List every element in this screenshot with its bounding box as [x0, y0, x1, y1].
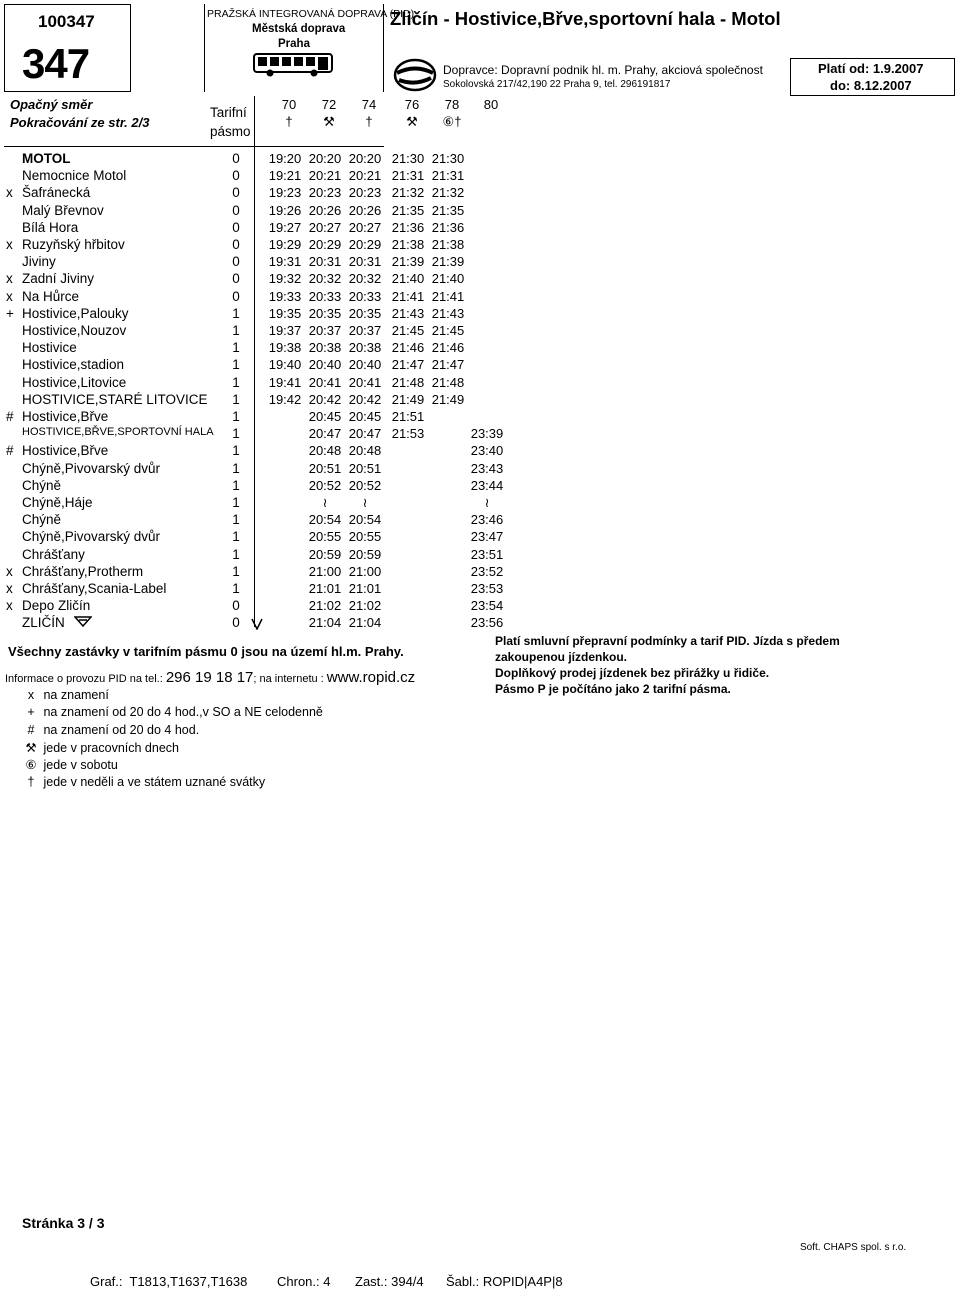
departure-time: 20:40: [348, 357, 382, 373]
departure-time: 21:04: [308, 615, 342, 631]
departure-time: 21:04: [348, 615, 382, 631]
departure-time: 21:48: [391, 374, 425, 390]
departure-time: 20:47: [348, 426, 382, 442]
note-zone-p: Pásmo P je počítáno jako 2 tarifní pásma.: [495, 682, 731, 696]
stop-zone: 1: [232, 323, 240, 338]
stop-name: Chýně,Háje: [22, 495, 93, 510]
departure-time: 21:47: [391, 357, 425, 373]
stop-zone: 0: [232, 151, 240, 166]
stop-zone: 0: [232, 615, 240, 631]
departure-time: 19:32: [268, 271, 302, 287]
tariff-label-2: pásmo: [210, 124, 251, 139]
trip-symbol: ⚒: [323, 114, 335, 129]
stop-zone: 0: [232, 254, 240, 270]
departure-time: 20:33: [308, 288, 342, 304]
stop-zone: 1: [232, 529, 240, 545]
legend-text: jede v sobotu: [43, 758, 118, 773]
departure-time: 23:44: [470, 477, 504, 493]
departure-time: 21:38: [391, 237, 425, 252]
valid-to: do: 8.12.2007: [830, 78, 912, 93]
stop-mark: #: [6, 409, 14, 424]
legend-item: [22, 688, 109, 702]
departure-time: 20:26: [348, 202, 382, 218]
stop-name: HOSTIVICE,STARÉ LITOVICE: [22, 391, 208, 407]
departure-time: 19:42: [268, 391, 302, 407]
departure-time: 20:23: [308, 185, 342, 201]
departure-time: 20:21: [348, 168, 382, 184]
departure-time: 19:37: [268, 323, 302, 338]
info-line: [5, 669, 415, 686]
address: Sokolovská 217/42,190 22 Praha 9, tel. 296191817: [443, 79, 671, 90]
departure-time: 21:45: [391, 323, 425, 338]
stop-name: Zadní Jiviny: [22, 271, 95, 287]
departure-time: 19:21: [268, 168, 302, 184]
departure-time: 19:38: [268, 340, 302, 356]
stop-zone: 0: [232, 598, 240, 614]
legend-text: na znamení od 20 do 4 hod.: [43, 722, 200, 737]
trip-number: 76: [404, 97, 420, 112]
departure-time: 21:36: [391, 219, 425, 235]
stop-zone: 0: [232, 271, 240, 287]
dp-logo-icon: [393, 58, 437, 92]
stop-name: Šafránecká: [22, 185, 91, 201]
legend-item: [22, 775, 265, 789]
note-driver: Doplňkový prodej jízdenek bez přirážky u řidiče.: [495, 666, 770, 680]
departure-time: 21:41: [391, 288, 425, 304]
departure-time: 19:27: [268, 219, 302, 235]
departure-time: 23:51: [470, 546, 504, 562]
departure-time: 21:02: [308, 598, 342, 614]
stop-mark: +: [6, 305, 14, 321]
legend-text: na znamení: [43, 688, 109, 702]
stop-name: Chýně,Pivovarský dvůr: [22, 460, 161, 476]
legend-text: na znamení od 20 do 4 hod.,v SO a NE celodenně: [43, 705, 323, 720]
departure-time: 20:27: [348, 219, 382, 235]
departure-time: 19:23: [268, 185, 302, 201]
stop-name: Hostivice,Nouzov: [22, 323, 127, 338]
departure-time: 20:29: [308, 237, 342, 252]
trip-symbol: †: [285, 114, 293, 129]
stop-zone: 1: [232, 581, 240, 596]
departure-time: 21:35: [431, 202, 465, 218]
departure-time: 21:51: [391, 409, 425, 424]
line-code: 100347: [38, 12, 95, 31]
metro-icon: [74, 614, 92, 631]
departure-time: 19:31: [268, 254, 302, 270]
route-title: Zličín - Hostivice,Břve,sportovní hala - Motol: [390, 8, 781, 29]
stop-name: Chýně: [22, 477, 62, 493]
operator-city: Praha: [278, 38, 310, 50]
departure-time: 19:26: [268, 202, 302, 218]
trip-number: 70: [281, 97, 297, 112]
legend-item: [22, 757, 118, 772]
legend-item: [22, 740, 179, 755]
stop-name: Ruzyňský hřbitov: [22, 237, 125, 252]
stop-zone: 0: [232, 168, 240, 184]
graf-info: Graf.: T1813,T1637,T1638: [90, 1274, 248, 1289]
stop-zone: 0: [232, 237, 240, 252]
legend-item: [22, 723, 199, 737]
departure-time: 21:36: [431, 219, 465, 235]
stop-zone: 0: [232, 185, 240, 201]
departure-time: 20:20: [348, 151, 382, 166]
stop-name: Hostivice: [22, 340, 77, 356]
departure-time: 21:53: [391, 426, 425, 442]
departure-time: 20:51: [308, 460, 342, 476]
departure-time: 21:47: [431, 357, 465, 373]
departure-time: 20:55: [308, 529, 342, 545]
departure-time: 21:01: [348, 581, 382, 596]
carrier: Dopravce: Dopravní podnik hl. m. Prahy, akciová společnost: [443, 63, 763, 77]
stop-zone: 1: [232, 391, 240, 407]
stop-zone: 1: [232, 460, 240, 476]
trip-symbol: ⚒: [406, 114, 418, 129]
departure-time: 20:38: [308, 340, 342, 356]
legend-text: jede v pracovních dnech: [43, 740, 179, 755]
note-conditions: Platí smluvní přepravní podmínky a tarif PID. Jízda s předem zakoupenou jízdenkou.: [495, 634, 840, 664]
departure-time: 21:01: [308, 581, 342, 596]
legend-symbol: +: [27, 705, 35, 720]
stop-name: Chýně: [22, 512, 62, 528]
stop-zone: 1: [232, 546, 240, 562]
departure-time: 19:40: [268, 357, 302, 373]
trip-number: 78: [444, 97, 460, 112]
stop-zone: 1: [232, 477, 240, 493]
departure-time: 20:48: [308, 443, 342, 459]
software-credit: Soft. CHAPS spol. s r.o.: [800, 1242, 907, 1253]
stop-mark: x: [6, 288, 13, 304]
table-divider: [254, 96, 255, 627]
stop-name: Jiviny: [22, 254, 56, 270]
terminus-arrow-icon: [251, 617, 263, 635]
stop-zone: 1: [232, 443, 240, 459]
legend-symbol: #: [27, 722, 35, 737]
departure-time: 20:45: [348, 409, 382, 424]
line-number: 347: [22, 40, 90, 87]
departure-time: 21:43: [391, 305, 425, 321]
trip-number: 80: [483, 97, 499, 112]
departure-time: 20:51: [348, 460, 382, 476]
departure-time: 20:42: [308, 391, 342, 407]
stop-name: ZLIČÍN: [22, 615, 65, 631]
departure-time: 20:41: [348, 374, 382, 390]
departure-time: 20:45: [308, 409, 342, 424]
stop-mark: x: [6, 185, 13, 201]
departure-time: 23:39: [470, 426, 504, 442]
departure-time: 21:46: [431, 340, 465, 356]
trip-number: 72: [321, 97, 337, 112]
table-top-rule: [4, 146, 384, 147]
stop-zone: 0: [232, 202, 240, 218]
stop-name: Chrášťany,Scania-Label: [22, 581, 167, 596]
departure-time: 20:31: [308, 254, 342, 270]
departure-time: 20:42: [348, 391, 382, 407]
departure-time: ≀: [362, 495, 368, 510]
departure-time: 20:20: [308, 151, 342, 166]
stop-zone: 1: [232, 563, 240, 579]
departure-time: 20:35: [348, 305, 382, 321]
departure-time: 21:43: [431, 305, 465, 321]
page-number: Stránka 3 / 3: [22, 1215, 105, 1231]
departure-time: 20:52: [348, 477, 382, 493]
departure-time: 21:32: [431, 185, 465, 201]
valid-from: Platí od: 1.9.2007: [818, 61, 924, 76]
opposite-direction[interactable]: Opačný směr: [10, 97, 93, 112]
departure-time: 20:59: [348, 546, 382, 562]
legend-symbol: ⑥: [25, 758, 37, 773]
stop-mark: x: [6, 237, 13, 252]
sabl-info: Šabl.: ROPID|A4P|8: [446, 1274, 563, 1289]
departure-time: 20:55: [348, 529, 382, 545]
departure-time: 19:29: [268, 237, 302, 252]
stop-name: Chrášťany: [22, 546, 85, 562]
zone-note: Všechny zastávky v tarifním pásmu 0 jsou na území hl.m. Prahy.: [8, 644, 404, 659]
stop-zone: 0: [232, 219, 240, 235]
departure-time: 20:59: [308, 546, 342, 562]
departure-time: 21:40: [391, 271, 425, 287]
departure-time: 20:27: [308, 219, 342, 235]
departure-time: 21:31: [431, 168, 465, 184]
departure-time: 20:54: [308, 512, 342, 528]
departure-time: 20:41: [308, 374, 342, 390]
departure-time: 21:46: [391, 340, 425, 356]
stop-zone: 1: [232, 409, 240, 424]
departure-time: 20:23: [348, 185, 382, 201]
departure-time: 20:52: [308, 477, 342, 493]
departure-time: 21:30: [431, 151, 465, 166]
zast-info: Zast.: 394/4: [355, 1274, 424, 1289]
departure-time: 20:38: [348, 340, 382, 356]
departure-time: 21:38: [431, 237, 465, 252]
departure-time: 20:47: [308, 426, 342, 442]
departure-time: 23:56: [470, 615, 504, 631]
stop-name: Hostivice,Palouky: [22, 305, 129, 321]
stop-mark: #: [6, 443, 14, 459]
stop-zone: 1: [232, 340, 240, 356]
stop-zone: 1: [232, 495, 240, 510]
legend-symbol: ⚒: [25, 740, 37, 755]
stop-zone: 1: [232, 512, 240, 528]
departure-time: 20:48: [348, 443, 382, 459]
departure-time: 21:30: [391, 151, 425, 166]
departure-time: 20:40: [308, 357, 342, 373]
departure-time: 19:20: [268, 151, 302, 166]
stop-name: Hostivice,Břve: [22, 409, 109, 424]
stop-name: HOSTIVICE,BŘVE,SPORTOVNÍ HALA: [22, 426, 214, 439]
stop-name: Hostivice,Litovice: [22, 374, 127, 390]
stop-zone: 0: [232, 288, 240, 304]
departure-time: 23:54: [470, 598, 504, 614]
departure-time: 19:41: [268, 374, 302, 390]
stop-name: MOTOL: [22, 151, 71, 166]
stop-zone: 1: [232, 357, 240, 373]
stop-name: Hostivice,Břve: [22, 443, 109, 459]
stop-mark: x: [6, 581, 13, 596]
departure-time: 21:40: [431, 271, 465, 287]
departure-time: 20:37: [348, 323, 382, 338]
departure-time: 19:35: [268, 305, 302, 321]
stop-name: Malý Břevnov: [22, 202, 104, 218]
departure-time: 21:49: [431, 391, 465, 407]
departure-time: 23:53: [470, 581, 504, 596]
trip-symbol: †: [365, 114, 373, 129]
departure-time: 20:37: [308, 323, 342, 338]
stop-zone: 1: [232, 374, 240, 390]
stop-name: Chrášťany,Protherm: [22, 563, 144, 579]
stop-name: Bílá Hora: [22, 219, 79, 235]
stop-mark: x: [6, 271, 13, 287]
info-mid: ; na internetu :: [253, 673, 327, 685]
trip-symbol: ⑥†: [442, 114, 462, 129]
departure-time: 20:21: [308, 168, 342, 184]
departure-time: 20:32: [348, 271, 382, 287]
tariff-label-1: Tarifní: [210, 105, 247, 120]
departure-time: 21:49: [391, 391, 425, 407]
legend-item: [22, 705, 323, 719]
departure-time: 21:02: [348, 598, 382, 614]
stop-name: Depo Zličín: [22, 598, 91, 614]
legend-text: jede v neděli a ve státem uznané svátky: [43, 774, 266, 789]
departure-time: 21:39: [431, 254, 465, 270]
departure-time: 21:00: [348, 563, 382, 579]
operator-sub: Městská doprava: [252, 23, 346, 35]
departure-time: 21:41: [431, 288, 465, 304]
departure-time: 21:32: [391, 185, 425, 201]
departure-time: ≀: [322, 495, 328, 510]
stop-mark: x: [6, 598, 13, 614]
departure-time: 21:48: [431, 374, 465, 390]
info-prefix: Informace o provozu PID na tel.:: [5, 673, 166, 685]
info-web[interactable]: www.ropid.cz: [326, 669, 416, 686]
stop-mark: x: [6, 563, 13, 579]
departure-time: 20:33: [348, 288, 382, 304]
stop-zone: 1: [232, 426, 240, 442]
info-phone[interactable]: 296 19 18 17: [165, 669, 254, 686]
departure-time: 21:31: [391, 168, 425, 184]
departure-time: 20:26: [308, 202, 342, 218]
departure-time: 21:35: [391, 202, 425, 218]
departure-time: 20:54: [348, 512, 382, 528]
departure-time: 20:31: [348, 254, 382, 270]
stop-name: Nemocnice Motol: [22, 168, 127, 184]
legend-symbol: †: [27, 774, 35, 789]
stop-name: Hostivice,stadion: [22, 357, 125, 373]
departure-time: 21:39: [391, 254, 425, 270]
stop-name: Na Hůrce: [22, 288, 80, 304]
stop-zone: 1: [232, 305, 240, 321]
departure-time: 20:35: [308, 305, 342, 321]
departure-time: 23:47: [470, 529, 504, 545]
departure-time: 19:33: [268, 288, 302, 304]
departure-time: 20:32: [308, 271, 342, 287]
departure-time: 20:29: [348, 237, 382, 252]
departure-time: 23:52: [470, 563, 504, 579]
stop-name: Chýně,Pivovarský dvůr: [22, 529, 161, 545]
departure-time: 23:46: [470, 512, 504, 528]
departure-time: ≀: [484, 495, 490, 510]
continuation: Pokračování ze str. 2/3: [10, 115, 150, 130]
trip-number: 74: [361, 97, 377, 112]
departure-time: 21:45: [431, 323, 465, 338]
departure-time: 23:43: [470, 460, 504, 476]
operator-top: PRAŽSKÁ INTEGROVANÁ DOPRAVA (PID): [207, 8, 415, 20]
chron-info: Chron.: 4: [277, 1274, 331, 1289]
bus-icon: [252, 52, 334, 78]
departure-time: 21:00: [308, 563, 342, 579]
legend-symbol: x: [27, 688, 35, 702]
departure-time: 23:40: [470, 443, 504, 459]
